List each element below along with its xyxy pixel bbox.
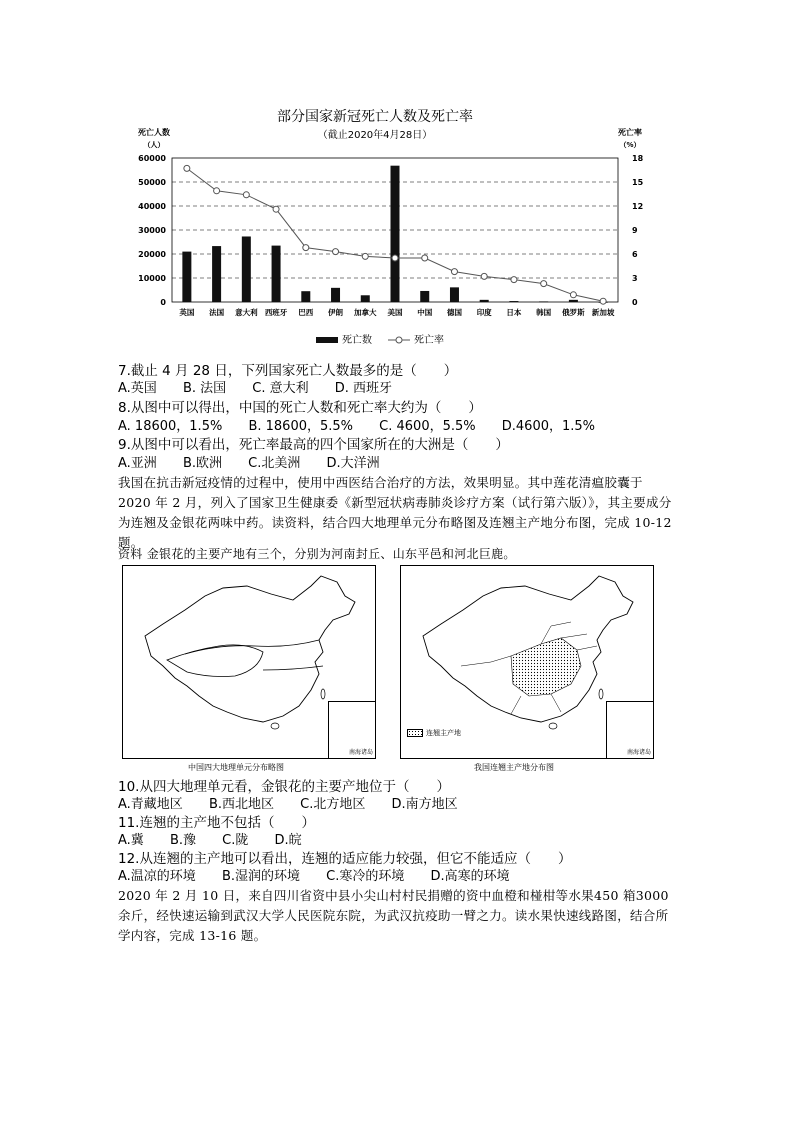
- right-tick-label: 6: [632, 250, 638, 259]
- rate-point-5: [333, 249, 339, 255]
- question-11: 11.连翘的主产地不包括（ ）: [118, 815, 315, 831]
- bar-11: [509, 301, 518, 302]
- right-axis-unit: （%）: [619, 141, 641, 149]
- inset-label: 南海诸岛: [348, 749, 373, 756]
- rate-point-3: [273, 206, 279, 212]
- left-tick-label: 10000: [138, 274, 166, 283]
- bar-5: [331, 288, 340, 302]
- passage-fruit: 2020 年 2 月 10 日，来自四川省资中县小尖山村村民捐赠的资中血橙和椪柑等水果450 箱3000 余斤，经快速运输到武汉大学人民医院东院，为武汉抗疫助一臂之力。读水果快速线路图，结合所学内容，完成 13-16 题。: [118, 888, 669, 943]
- question-10: 10.从四大地理单元看，金银花的主要产地位于（ ）: [118, 779, 450, 795]
- question-10-options: [118, 796, 480, 814]
- rate-point-13: [570, 292, 576, 298]
- right-tick-label: 15: [632, 178, 644, 187]
- map-forsythia: [400, 565, 654, 759]
- x-tick-label: 加拿大: [354, 308, 377, 317]
- q11-option-d: D.皖: [274, 833, 302, 848]
- legend-bar-swatch: [316, 337, 338, 343]
- right-tick-label: 18: [632, 154, 644, 163]
- material-jinyinhua: 资料 金银花的主要产地有三个，分别为河南封丘、山东平邑和河北巨鹿。: [118, 547, 516, 561]
- x-tick-label: 日本: [506, 308, 522, 317]
- left-axis-unit: （人）: [143, 141, 165, 149]
- q8-option-a: A. 18600，1.5%: [118, 419, 223, 434]
- rate-point-10: [481, 273, 487, 279]
- q11-option-c: C.陇: [222, 833, 249, 848]
- x-tick-label: 英国: [179, 308, 195, 317]
- q9-option-c: C.北美洲: [248, 456, 301, 471]
- q9-option-a: A.亚洲: [118, 456, 157, 471]
- q11-option-b: B.豫: [169, 833, 197, 848]
- death-chart: [110, 100, 644, 360]
- x-tick-label: 俄罗斯: [562, 308, 585, 317]
- q8-option-b: B. 18600，5.5%: [248, 419, 354, 434]
- q10-option-b: B.西北地区: [208, 797, 275, 812]
- legend-bar-label: 死亡数: [342, 335, 372, 346]
- bar-13: [569, 300, 578, 302]
- x-tick-label: 韩国: [536, 308, 552, 317]
- x-tick-label: 美国: [387, 308, 403, 317]
- forsythia-legend: [407, 728, 461, 738]
- right-tick-label: 12: [632, 202, 644, 211]
- bar-1: [212, 246, 221, 302]
- rate-point-0: [184, 165, 190, 171]
- q12-option-a: A.温凉的环境: [118, 869, 196, 884]
- question-11-options: [118, 832, 324, 850]
- rate-point-6: [362, 253, 368, 259]
- x-tick-label: 伊朗: [328, 308, 344, 317]
- bar-8: [420, 291, 429, 302]
- left-tick-label: 30000: [138, 226, 166, 235]
- x-tick-label: 法国: [209, 308, 225, 317]
- left-tick-label: 0: [160, 298, 166, 307]
- right-tick-label: 3: [632, 274, 638, 283]
- left-tick-label: 40000: [138, 202, 166, 211]
- q10-option-a: A.青藏地区: [118, 797, 183, 812]
- south-china-sea-inset-right: [606, 701, 653, 758]
- rate-point-2: [243, 192, 249, 198]
- rate-point-7: [392, 255, 398, 261]
- dotted-swatch-icon: [407, 729, 423, 737]
- rate-point-12: [541, 281, 547, 287]
- question-9: 9.从图中可以看出，死亡率最高的四个国家所在的大洲是（ ）: [118, 437, 509, 453]
- right-map-caption: 我国连翘主产地分布图: [474, 763, 554, 772]
- bar-10: [480, 300, 489, 302]
- right-tick-label: 0: [632, 298, 638, 307]
- bar-7: [391, 166, 400, 302]
- q7-option-b: B. 法国: [182, 381, 227, 396]
- q10-option-c: C.北方地区: [300, 797, 366, 812]
- bar-6: [361, 295, 370, 302]
- legend-label: 连翘主产地: [426, 729, 461, 737]
- chart-title: 部分国家新冠死亡人数及死亡率: [277, 109, 473, 125]
- bar-12: [539, 301, 548, 302]
- q12-option-d: D.高寒的环境: [430, 869, 510, 884]
- right-tick-label: 9: [632, 226, 638, 235]
- x-tick-label: 巴西: [298, 308, 314, 317]
- bar-9: [450, 287, 459, 302]
- q12-option-b: B.湿润的环境: [221, 869, 301, 884]
- q8-option-c: C. 4600，5.5%: [379, 419, 476, 434]
- left-axis-label: 死亡人数: [138, 128, 170, 137]
- rate-point-4: [303, 245, 309, 251]
- left-tick-label: 20000: [138, 250, 166, 259]
- q8-option-d: D.4600，1.5%: [501, 419, 596, 434]
- passage-lianhua: 我国在抗击新冠疫情的过程中，使用中西医结合治疗的方法，效果明显。其中莲花清瘟胶囊于 2020 年 2 月，列入了国家卫生健康委《新型冠状病毒肺炎诊疗方案（试行第六版）》，其主要成分为连翘及金银花两味中药。读资料，结合四大地理单元分布略图及连翘主产地分布图，完成 10-12 题。: [118, 475, 672, 550]
- left-tick-label: 60000: [138, 154, 166, 163]
- question-8: 8.从图中可以得出，中国的死亡人数和死亡率大约为（ ）: [118, 400, 482, 416]
- question-12: 12.从连翘的主产地可以看出，连翘的适应能力较强，但它不能适应（ ）: [118, 851, 572, 867]
- question-9-options: [118, 455, 402, 473]
- question-12-options: [118, 868, 532, 886]
- x-tick-label: 印度: [476, 308, 492, 317]
- right-axis-label: 死亡率: [618, 128, 642, 137]
- map-four-regions: [122, 565, 376, 759]
- left-tick-label: 50000: [138, 178, 166, 187]
- chart-subtitle: （截止2020年4月28日）: [317, 130, 433, 141]
- question-7-options: [118, 380, 414, 398]
- question-8-options: [118, 418, 617, 436]
- bar-2: [242, 236, 251, 302]
- x-tick-label: 中国: [417, 308, 433, 317]
- rate-point-9: [451, 269, 457, 275]
- q12-option-c: C.寒冷的环境: [326, 869, 405, 884]
- legend-line-marker: [396, 337, 402, 343]
- south-china-sea-inset: [328, 701, 375, 758]
- q11-option-a: A.冀: [118, 833, 144, 848]
- q7-option-a: A.英国: [118, 381, 157, 396]
- x-tick-label: 意大利: [235, 308, 258, 317]
- q9-option-b: B.欧洲: [182, 456, 223, 471]
- legend-line-label: 死亡率: [414, 335, 444, 346]
- rate-point-8: [422, 255, 428, 261]
- death-chart-svg: [110, 100, 644, 360]
- q10-option-d: D.南方地区: [391, 797, 458, 812]
- bar-3: [272, 246, 281, 302]
- q7-option-c: C. 意大利: [252, 381, 309, 396]
- rate-point-14: [600, 298, 606, 304]
- left-map-caption: 中国四大地理单元分布略图: [188, 763, 284, 772]
- question-7: 7.截止 4 月 28 日，下列国家死亡人数最多的是（ ）: [118, 363, 458, 379]
- q7-option-d: D. 西班牙: [334, 381, 393, 396]
- x-tick-label: 西班牙: [264, 308, 288, 317]
- inset-label-right: 南海诸岛: [626, 749, 651, 756]
- rate-point-1: [214, 188, 220, 194]
- x-tick-label: 新加坡: [591, 308, 615, 317]
- rate-point-11: [511, 277, 517, 283]
- bar-0: [182, 252, 191, 302]
- bar-4: [301, 291, 310, 302]
- q9-option-d: D.大洋洲: [326, 456, 380, 471]
- x-tick-label: 德国: [446, 308, 462, 317]
